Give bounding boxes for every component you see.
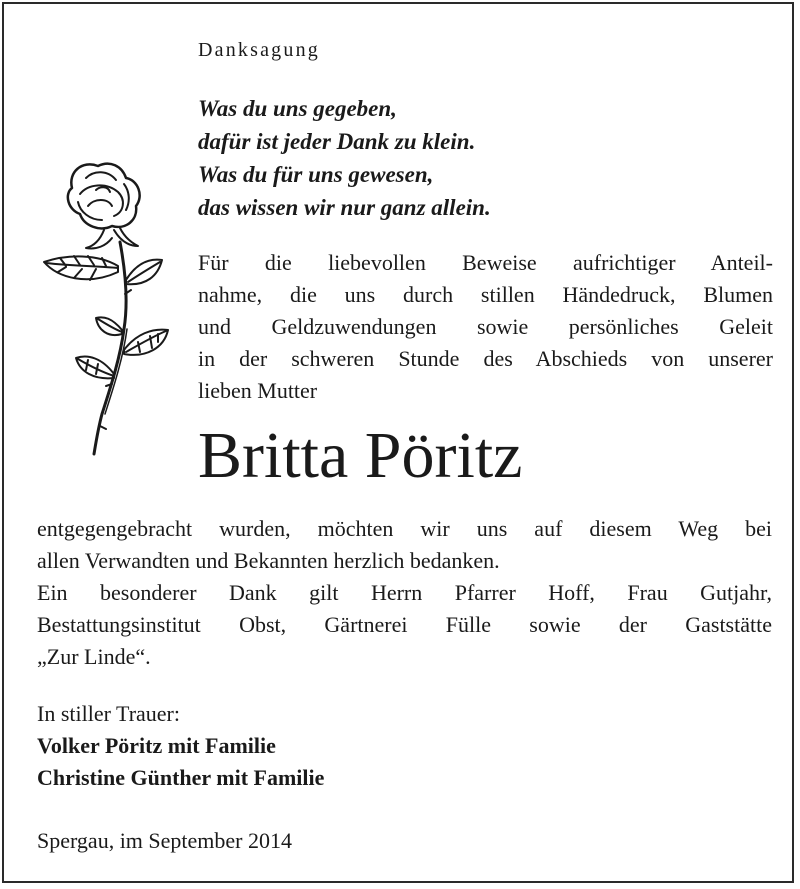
- intro-paragraph: [198, 247, 773, 407]
- body-line: allen Verwandten und Bekannten herzlich bedanken.: [37, 548, 500, 573]
- notice-heading: Danksagung: [198, 39, 320, 61]
- poem-line: Was du uns gegeben,: [198, 96, 397, 121]
- intro-line: Für die liebevollen Beweise aufrichtiger Anteil-: [198, 250, 773, 275]
- rose-illustration-icon: [28, 154, 178, 464]
- intro-line: und Geldzuwendungen sowie persönliches Geleit: [198, 314, 773, 339]
- poem-line: Was du für uns gewesen,: [198, 162, 434, 187]
- intro-line: nahme, die uns durch stillen Händedruck, Blumen: [198, 282, 773, 307]
- mourning-label: In stiller Trauer:: [37, 701, 180, 726]
- poem-line: das wissen wir nur ganz allein.: [198, 195, 491, 220]
- mourning-signature: [37, 698, 324, 794]
- obituary-card: [2, 2, 794, 883]
- intro-line: in der schweren Stunde des Abschieds von unserer: [198, 346, 773, 371]
- place-date: Spergau, im September 2014: [37, 828, 292, 853]
- poem-line: dafür ist jeder Dank zu klein.: [198, 129, 476, 154]
- deceased-name: Britta Pöritz: [198, 419, 523, 492]
- body-line: Bestattungsinstitut Obst, Gärtnerei Fülle sowie der Gaststätte: [37, 612, 772, 637]
- body-line: Ein besonderer Dank gilt Herrn Pfarrer Hoff, Frau Gutjahr,: [37, 580, 772, 605]
- poem: [198, 92, 491, 224]
- body-line: entgegengebracht wurden, möchten wir uns auf diesem Weg bei: [37, 516, 772, 541]
- intro-line: lieben Mutter: [198, 378, 318, 403]
- body-line: „Zur Linde“.: [37, 644, 151, 669]
- thanks-paragraph: [37, 513, 772, 673]
- family-name: Christine Günther mit Familie: [37, 765, 325, 790]
- family-name: Volker Pöritz mit Familie: [37, 733, 276, 758]
